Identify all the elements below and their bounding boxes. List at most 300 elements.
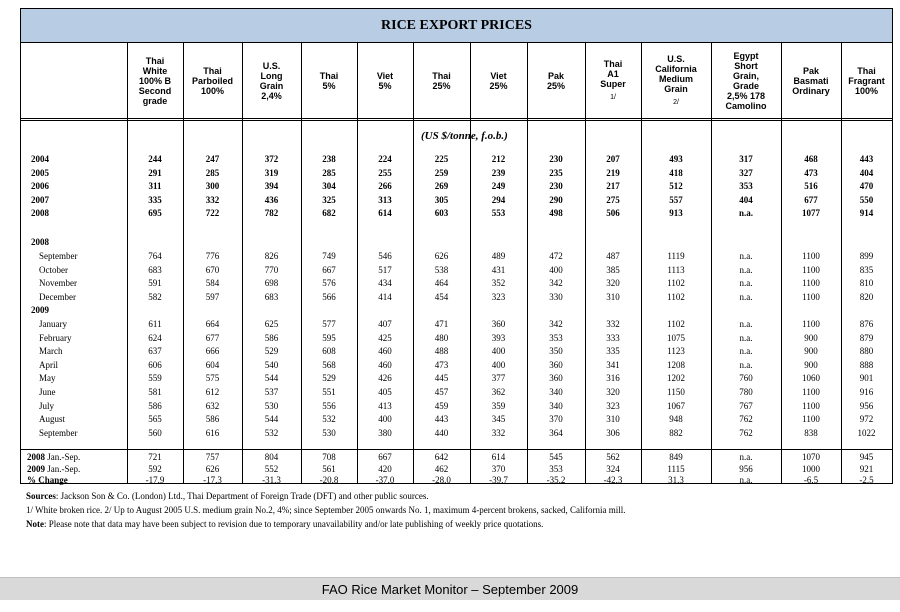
table-cell: 352: [491, 278, 506, 289]
table-cell: 470: [859, 181, 874, 192]
table-cell: 457: [434, 387, 449, 397]
row-label-part: January: [39, 319, 67, 329]
column-header-line: Thai: [319, 70, 339, 81]
table-cell: 666: [205, 346, 220, 357]
table-cell: 425: [378, 332, 392, 343]
table-cell: 1100: [802, 278, 820, 289]
table-cell: 1150: [667, 387, 685, 397]
table-cell: 757: [205, 452, 220, 462]
table-cell: 473: [804, 167, 818, 178]
table-cell: 1115: [667, 463, 685, 474]
column-header-line: California: [655, 63, 697, 74]
table-cell: 332: [491, 427, 506, 438]
table-cell: 332: [205, 194, 220, 205]
row-label: [27, 473, 68, 487]
column-header-line: Short: [734, 60, 758, 71]
table-cell: 900: [804, 332, 818, 343]
table-cell: 552: [264, 463, 279, 474]
table-cell: 404: [739, 194, 753, 205]
table-cell: 407: [378, 319, 392, 329]
table-cell: -37.0: [375, 475, 395, 485]
table-cell: 667: [378, 452, 392, 462]
column-header-line: Medium: [658, 73, 693, 84]
table-cell: 488: [434, 346, 449, 357]
section-label-2009: 2009: [31, 305, 49, 315]
row-label-part: February: [39, 332, 72, 343]
table-cell: n.a.: [739, 332, 753, 343]
table-cell: 468: [804, 154, 818, 164]
table-cell: 459: [434, 400, 449, 411]
table-cell: 582: [148, 291, 162, 302]
row-label-part: December: [39, 291, 76, 302]
table-cell: 764: [148, 251, 162, 261]
table-cell: 255: [378, 167, 392, 178]
column-header-note: 1/: [610, 93, 616, 101]
table-cell: 404: [859, 167, 874, 178]
table-cell: -17.3: [203, 475, 222, 485]
column-header-line: A1: [607, 68, 619, 79]
table-cell: 300: [205, 181, 220, 192]
table-cell: 760: [739, 373, 753, 384]
table-cell: 835: [859, 264, 874, 275]
column-header-line: Pak: [547, 70, 564, 81]
table-cell: 517: [378, 264, 392, 275]
price-table: [20, 8, 893, 484]
table-cell: 826: [264, 251, 279, 261]
table-cell: 566: [322, 291, 336, 302]
table-cell: -17.9: [145, 475, 165, 485]
table-title: RICE EXPORT PRICES: [21, 9, 892, 43]
column-header: [301, 43, 357, 118]
table-cell: 244: [148, 154, 162, 164]
table-cell: 538: [434, 264, 449, 275]
table-cell: 310: [606, 414, 620, 425]
table-cell: 1075: [667, 332, 685, 343]
table-cell: 637: [148, 346, 162, 357]
sources-label: Sources: [26, 491, 56, 501]
table-cell: 762: [739, 427, 753, 438]
table-cell: 489: [491, 251, 506, 261]
table-cell: 285: [322, 167, 336, 178]
row-label: [39, 263, 68, 277]
table-cell: 207: [606, 154, 620, 164]
table-cell: 342: [549, 319, 563, 329]
table-cell: 876: [859, 319, 874, 329]
table-row: [21, 193, 892, 207]
table-cell: 749: [322, 251, 336, 261]
table-cell: 1000: [802, 463, 820, 474]
table-cell: 561: [322, 463, 336, 474]
table-cell: 1100: [802, 400, 820, 411]
table-cell: 677: [804, 194, 818, 205]
column-header-line: 25%: [432, 80, 451, 91]
column-header-line: 25%: [546, 80, 565, 91]
column-header-line: Thai: [857, 65, 876, 76]
table-cell: 285: [205, 167, 220, 178]
table-cell: 540: [264, 359, 279, 370]
table-cell: 608: [322, 346, 336, 357]
table-cell: -6.5: [803, 475, 819, 485]
table-cell: 434: [378, 278, 392, 289]
column-header-line: Thai: [203, 65, 222, 76]
table-cell: 460: [378, 359, 392, 370]
table-cell: n.a.: [739, 264, 753, 275]
table-cell: 626: [205, 463, 220, 474]
row-divider: [21, 120, 892, 121]
table-cell: -31.3: [262, 475, 281, 485]
table-cell: 914: [859, 208, 874, 219]
table-cell: 266: [378, 181, 392, 192]
table-cell: 454: [434, 291, 449, 302]
table-cell: 364: [549, 427, 563, 438]
table-cell: 544: [264, 414, 279, 425]
column-header-note: 2/: [673, 98, 679, 106]
table-cell: n.a.: [739, 452, 753, 462]
table-cell: 316: [606, 373, 620, 384]
row-label: [31, 179, 49, 193]
table-cell: 1102: [667, 291, 685, 302]
section-label-2008: 2008: [31, 237, 49, 247]
table-cell: 551: [322, 387, 336, 397]
table-cell: 31.3: [668, 475, 684, 485]
column-header-line: 100%: [854, 85, 879, 96]
table-cell: 708: [322, 452, 336, 462]
table-cell: 604: [205, 359, 220, 370]
table-cell: 323: [491, 291, 506, 302]
table-cell: 916: [859, 387, 874, 397]
table-cell: 219: [606, 167, 620, 178]
table-cell: 575: [205, 373, 220, 384]
column-header-line: Fragrant: [848, 75, 885, 86]
table-row: [21, 371, 892, 385]
table-cell: 560: [148, 427, 162, 438]
table-cell: 591: [148, 278, 162, 289]
table-cell: 782: [264, 208, 279, 219]
table-cell: 317: [739, 154, 753, 164]
table-cell: 217: [606, 181, 620, 192]
table-cell: 722: [205, 208, 220, 219]
table-cell: 311: [148, 181, 162, 192]
table-cell: 584: [205, 278, 220, 289]
table-cell: 420: [378, 463, 392, 474]
column-header-line: 2,4%: [261, 90, 282, 101]
table-cell: 1100: [802, 319, 820, 329]
table-cell: n.a.: [739, 278, 753, 289]
table-cell: 249: [491, 181, 506, 192]
row-label-part: 2005: [31, 167, 49, 178]
column-header-line: 5%: [322, 80, 336, 91]
row-label-part: 2006: [31, 181, 49, 192]
table-row: [21, 206, 892, 220]
table-cell: 956: [859, 400, 874, 411]
column-header-line: Basmati: [793, 75, 829, 86]
table-cell: 1100: [802, 264, 820, 275]
table-cell: 512: [669, 181, 683, 192]
column-header-line: Thai: [603, 58, 623, 69]
row-label: [39, 344, 63, 358]
column-header-line: grade: [142, 95, 168, 106]
table-cell: 400: [378, 414, 392, 425]
table-cell: 606: [148, 359, 162, 370]
row-label: [31, 152, 49, 166]
table-cell: -35.2: [546, 475, 566, 485]
column-header-line: 100% B: [138, 75, 172, 86]
row-label-part: 2009: [27, 463, 45, 474]
table-cell: 597: [205, 291, 220, 302]
table-row: [21, 385, 892, 399]
table-cell: 624: [148, 332, 162, 343]
table-cell: 235: [549, 167, 563, 178]
table-cell: 212: [491, 154, 506, 164]
table-cell: 683: [264, 291, 279, 302]
table-cell: 804: [264, 452, 279, 462]
table-cell: 530: [264, 400, 279, 411]
table-cell: 480: [434, 332, 449, 343]
table-cell: 529: [322, 373, 336, 384]
table-cell: 342: [549, 278, 563, 289]
row-label: [31, 193, 49, 207]
table-cell: 335: [148, 194, 162, 205]
table-cell: 460: [378, 346, 392, 357]
column-header: [841, 43, 892, 118]
footnote: 1/ White broken rice. 2/ Up to August 2005 U.S. medium grain No.2, 4%; since September 2005 onwards No. 1, maximum 4-percent brokens, sacked, California mill.: [26, 505, 626, 515]
table-cell: 440: [434, 427, 449, 438]
table-cell: 259: [434, 167, 449, 178]
table-cell: 1100: [802, 291, 820, 302]
column-header-line: Ordinary: [792, 85, 830, 96]
table-cell: 353: [549, 332, 563, 343]
table-cell: 913: [669, 208, 683, 219]
table-cell: 776: [205, 251, 220, 261]
table-cell: 1060: [802, 373, 820, 384]
table-cell: 592: [148, 463, 162, 474]
row-label: [31, 206, 49, 220]
column-header-line: Viet: [376, 70, 394, 81]
table-cell: 224: [378, 154, 392, 164]
column-header: [413, 43, 470, 118]
table-cell: 414: [378, 291, 392, 302]
table-cell: 581: [148, 387, 162, 397]
column-header: [242, 43, 301, 118]
table-cell: 677: [205, 332, 220, 343]
table-row: [21, 263, 892, 277]
table-cell: 340: [549, 387, 563, 397]
table-cell: 332: [606, 319, 620, 329]
table-cell: 426: [378, 373, 392, 384]
table-row: [21, 152, 892, 166]
table-cell: 900: [804, 359, 818, 370]
row-label: [39, 399, 54, 413]
table-cell: 576: [322, 278, 336, 289]
table-cell: 670: [205, 264, 220, 275]
table-cell: 506: [606, 208, 620, 219]
column-header-line: White: [142, 65, 168, 76]
column-header-line: Pak: [802, 65, 819, 76]
table-cell: 320: [606, 387, 620, 397]
column-header-line: Grain: [259, 80, 284, 91]
table-cell: 1022: [857, 427, 876, 438]
table-cell: 553: [491, 208, 506, 219]
row-label: [39, 317, 67, 331]
table-cell: 849: [669, 452, 683, 462]
table-cell: 616: [205, 427, 220, 438]
row-label-part: October: [39, 264, 68, 275]
table-cell: 353: [739, 181, 753, 192]
column-header-line: Grade: [732, 80, 759, 91]
column-header-line: Second: [138, 85, 172, 96]
table-cell: 1202: [667, 373, 685, 384]
table-row: [21, 317, 892, 331]
table-cell: 400: [491, 359, 506, 370]
table-cell: 820: [859, 291, 874, 302]
table-cell: 532: [264, 427, 279, 438]
row-label: [39, 249, 78, 263]
revision-note: [26, 517, 886, 531]
table-cell: 341: [606, 359, 620, 370]
table-cell: 612: [205, 387, 220, 397]
table-cell: 304: [322, 181, 336, 192]
table-cell: 595: [322, 332, 336, 343]
table-row: [21, 249, 892, 263]
table-cell: 330: [549, 291, 563, 302]
table-cell: 473: [434, 359, 449, 370]
table-cell: 1100: [802, 387, 820, 397]
column-header-line: Super: [600, 78, 626, 89]
table-cell: 682: [322, 208, 336, 219]
table-row: [21, 412, 892, 426]
table-cell: 972: [859, 414, 874, 425]
table-cell: 626: [434, 251, 449, 261]
row-label: [39, 290, 76, 304]
row-label: [39, 426, 78, 440]
table-cell: 614: [491, 452, 506, 462]
table-cell: 780: [739, 387, 753, 397]
row-label-part: May: [39, 373, 56, 384]
table-row: [21, 358, 892, 372]
table-cell: 568: [322, 359, 336, 370]
column-header-line: 25%: [489, 80, 508, 91]
table-cell: 603: [434, 208, 449, 219]
table-cell: 956: [739, 463, 753, 474]
column-header-line: U.S.: [262, 60, 281, 71]
table-cell: 529: [264, 346, 279, 357]
table-cell: 372: [264, 154, 279, 164]
table-cell: 472: [549, 251, 563, 261]
table-cell: 360: [549, 359, 563, 370]
table-cell: 400: [491, 346, 506, 357]
table-cell: n.a.: [739, 346, 753, 357]
column-header: [357, 43, 413, 118]
sources-note: [26, 489, 886, 503]
table-notes: [26, 489, 886, 531]
table-row: [21, 399, 892, 413]
row-divider: [21, 118, 892, 119]
column-header-line: 100%: [200, 85, 225, 96]
column-header-line: Egypt: [733, 50, 759, 61]
column-header-line: U.S.: [667, 53, 685, 64]
column-header-line: Thai: [145, 55, 165, 66]
column-header-line: Grain: [664, 83, 688, 94]
table-cell: 632: [205, 400, 220, 411]
summary-row: [21, 473, 892, 487]
table-cell: n.a.: [739, 251, 753, 261]
note-text: : Please note that data may have been subject to revision due to temporary unavailability and/or late publishing of weekly price quotations.: [44, 519, 544, 529]
table-cell: 945: [859, 452, 874, 462]
table-cell: 370: [491, 463, 506, 474]
table-cell: -39.7: [489, 475, 508, 485]
row-label-part: September: [39, 251, 78, 261]
row-label-part: March: [39, 346, 63, 357]
column-header: [781, 43, 841, 118]
table-cell: 431: [491, 264, 506, 275]
row-label-part: September: [39, 427, 78, 438]
table-cell: 400: [549, 264, 563, 275]
table-cell: n.a.: [739, 359, 753, 370]
table-cell: 1077: [802, 208, 820, 219]
table-row: [21, 179, 892, 193]
table-cell: 770: [264, 264, 279, 275]
table-cell: 325: [322, 194, 336, 205]
table-cell: 721: [148, 452, 162, 462]
row-label: [39, 385, 56, 399]
table-cell: 921: [859, 463, 874, 474]
row-label-part: June: [39, 387, 56, 397]
table-cell: 544: [264, 373, 279, 384]
table-cell: 901: [859, 373, 874, 384]
table-cell: 1100: [802, 414, 820, 425]
table-cell: 900: [804, 346, 818, 357]
table-cell: 1208: [667, 359, 685, 370]
row-label: [39, 412, 65, 426]
table-cell: 305: [434, 194, 449, 205]
row-label-part: August: [39, 414, 66, 425]
table-cell: 545: [549, 452, 563, 462]
row-label-part: 2008: [27, 452, 45, 462]
column-header-line: Viet: [490, 70, 507, 81]
sources-text: : Jackson Son & Co. (London) Ltd., Thai Department of Foreign Trade (DFT) and other public sources.: [55, 491, 429, 501]
table-cell: 335: [606, 346, 620, 357]
table-cell: 360: [549, 373, 563, 384]
row-label-part: 2007: [31, 194, 49, 205]
table-row: [21, 426, 892, 440]
row-label-part: Jan.-Sep.: [45, 452, 81, 462]
table-cell: 586: [264, 332, 279, 343]
table-cell: 291: [148, 167, 162, 178]
table-cell: 838: [804, 427, 818, 438]
table-cell: 1102: [667, 319, 685, 329]
table-cell: 1113: [667, 264, 685, 275]
table-cell: 683: [148, 264, 162, 275]
column-header-line: 5%: [378, 80, 392, 91]
column-header: [711, 43, 781, 118]
table-cell: 550: [859, 194, 874, 205]
table-cell: n.a.: [739, 291, 753, 302]
table-cell: 493: [669, 154, 683, 164]
table-cell: 359: [491, 400, 506, 411]
table-cell: 319: [264, 167, 279, 178]
table-cell: 230: [549, 154, 563, 164]
table-cell: 565: [148, 414, 162, 425]
column-header-line: Thai: [432, 70, 451, 81]
row-label-part: April: [39, 359, 58, 370]
table-cell: 462: [434, 463, 449, 474]
row-label-part: 2008: [31, 208, 49, 219]
table-row: [21, 290, 892, 304]
table-cell: 413: [378, 400, 392, 411]
note-label: Note: [26, 519, 44, 529]
table-cell: n.a.: [739, 319, 753, 329]
table-cell: 888: [859, 359, 874, 370]
